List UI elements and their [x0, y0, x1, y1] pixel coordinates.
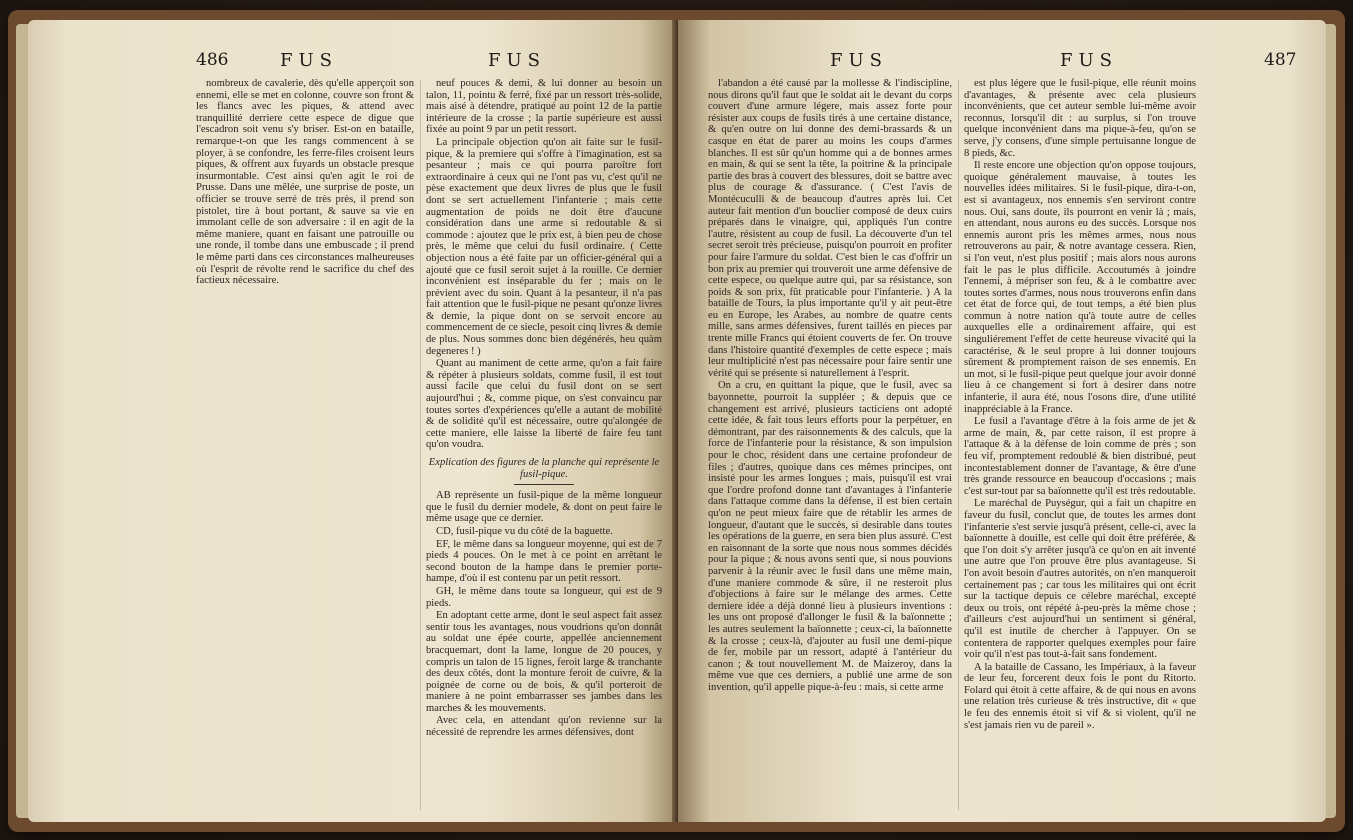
left-page	[28, 20, 678, 822]
left-running-head-center: FUS	[488, 50, 546, 71]
left-page-number: 486	[196, 50, 229, 70]
paragraph: Le fusil a l'avantage d'être à la fois arme de jet & arme de main, &, par cette raison, il est propre à l'attaque & à la défense de loin comme de près ; son feu vif, promptement redoublé & bien distribué, peut incontestablement donner de l'avantage, & être d'une très grande ressource en beaucoup d'occasions ; mais c'est sur-tout par sa baïonnette qu'il est très redoutable.	[964, 416, 1196, 497]
right-page-number: 487	[1264, 50, 1297, 70]
paragraph: Le maréchal de Puységur, qui a fait un chapitre en faveur du fusil, conclut que, de toutes les armes dont l'infanterie s'est servie jusqu'à présent, celle-ci, avec la baïonnette à douille, est celle qui doit être préférée, & que l'on doit s'y arrêter jusqu'à ce qu'on en ait inventé une autre que l'on prouve être plus avantageuse. Si l'on avoit besoin d'autres autorités, on n'en manqueroit certainement pas ; car tous les militaires qui ont écrit sur la tactique depuis ce célebre maréchal, excepté deux ou trois, ont répété à-peu-près la même chose ; d'ailleurs c'est aujourd'hui un sentiment si général, qu'il est inutile de chercher à l'appuyer. On se contentera de rapporter quelques exemples pour faire voir qu'il n'est pas tout-à-fait sans fondement.	[964, 498, 1196, 661]
section-caption: Explication des figures de la planche qui représente le fusil-pique.	[428, 457, 660, 480]
paragraph: Il reste encore une objection qu'on oppose toujours, quoique généralement mauvaise, à toutes les nouvelles idées militaires. Si le fusil-pique, dira-t-on, est si avantageux, nos ennemis s'en serviront contre nous. Oui, sans doute, ils pourront en venir là ; mais, en attendant, nous aurons eu des succès. Lorsque nos ennemis auront pris les mêmes armes, nous nous retrouverons au pair, & notre avantage cessera. Rien, si l'on veut, n'est plus positif ; mais alors nous aurons fait le pas le plus difficile. Accoutumés à joindre l'ennemi, à mépriser son feu, & à le combattre avec toutes sortes d'armes, nous nous trouverons enfin dans cet état de force qui, de tout temps, a été bien plus commun à notre nation qu'à toute autre de celles auxquelles elle a ordinairement affaire, qui est singuliérement l'effet de cette heureuse vivacité qui la caractérise, & le seul propre à lui donner toujours sûrement & promptement raison de ses ennemis. En un mot, si le fusil-pique peut quelque jour avoir donné lieu à ce changement si fort à desirer dans notre infanterie, il aura été, nous l'osons dire, d'une utilité inappréciable à la France.	[964, 160, 1196, 415]
paragraph: AB représente un fusil-pique de la même longueur que le fusil du dernier modele, & dont on peut faire le même usage que ce dernier.	[426, 490, 662, 525]
paragraph: Quant au maniment de cette arme, qu'on a fait faire & répéter à plusieurs soldats, comme fusil, il est tout aussi facile que celui du fusil dont on se sert aujourd'hui ; &, comme pique, on s'est convaincu par toutes sortes d'expériences qu'elle a autant de mobilité & de solidité qu'il est nécessaire, outre qu'alongée de cette maniere, elle laisse la liberté de faire feu tant qu'on voudra.	[426, 358, 662, 451]
caption-rule	[514, 484, 574, 485]
paragraph: neuf pouces & demi, & lui donner au besoin un talon, 11, pointu & ferré, fixé par un ressort très-solide, mais aisé à détendre, pratiqué au point 12 de la partie intérieure de la crosse ; la partie supérieure est aussi fixée au point 9 par un petit ressort.	[426, 78, 662, 136]
right-running-head-center: FUS	[830, 50, 888, 71]
right-running-head: FUS	[1060, 50, 1118, 71]
paragraph: est plus légere que le fusil-pique, elle réunit moins d'avantages, & présente avec cela plusieurs inconvénients, que cet auteur semble lui-même avoir reconnus, lorsqu'il dit : au surplus, si l'on trouve quelque inconvénient dans ma pique-à-feu, qu'on se serve, j'y consens, d'une simple pertuisanne longue de 8 pieds, &c.	[964, 78, 1196, 159]
paragraph: EF, le même dans sa longueur moyenne, qui est de 7 pieds 4 pouces. On le met à ce point en arrêtant le second bouton de la hampe dans le premier porte-hampe, d'où il est contenu par un petit ressort.	[426, 538, 662, 585]
column-divider	[420, 80, 421, 810]
left-column-2	[426, 78, 662, 816]
right-page	[678, 20, 1326, 822]
paragraph: En adoptant cette arme, dont le seul aspect fait assez sentir tous les avantages, nous voudrions qu'on donnât au soldat une épée courte, appellée anciennement bracquemart, dont la lame, longue de 20 pouces, y compris un talon de 15 lignes, feroit large & tranchante des deux côtés, dont la monture feroit de cuivre, & la poignée de corne ou de bois, & qu'il porteroit de maniere à ne point embarrasser ses jambes dans les marches & les mouvements.	[426, 610, 662, 714]
left-running-head: FUS	[280, 50, 338, 71]
right-column-2	[964, 78, 1196, 816]
paragraph: nombreux de cavalerie, dès qu'elle apperçoit son ennemi, elle se met en colonne, couvre son front & les flancs avec les piques, & attend avec tranquillité derriere cette espece de digue que l'escadron soit venu s'y briser. Est-on en bataille, remarque-t-on que les rangs commencent à se ployer, à se confondre, les ferre-files croisent leurs piques, & offrent aux fuyards un obstacle presque insurmontable. C'est ainsi qu'en agit le roi de Prusse. Dans une mêlée, une surprise de poste, un officier se trouve serré de très près, il prend son pistolet, tire à bout portant, & sauve sa vie en immolant celle de son adversaire : il en agit de la même maniere, quant en faisant une patrouille ou une ronde, il tombe dans une embuscade ; il prend le même parti dans ces circonstances malheureuses où l'esprit de révolte rend le sacrifice du chef des factieux nécessaire.	[196, 78, 414, 287]
paragraph: CD, fusil-pique vu du côté de la baguette.	[436, 525, 613, 537]
paragraph: A la bataille de Cassano, les Impériaux, à la faveur de leur feu, forcerent deux fois le pont du Ritorto. Folard qui étoit à cette affaire, & de qui nous en avons une relation très curieuse & très instructive, dit « que le feu des ennemis étoit si vif & si violent, qu'il ne s'est jamais rien vu de pareil ».	[964, 661, 1196, 731]
column-divider	[958, 80, 959, 810]
paragraph: La principale objection qu'on ait faite sur le fusil-pique, & la premiere qui s'offre à l'imagination, est sa pesanteur ; mais ce qui pourra paroître fort extraordinaire à ceux qui ne l'ont pas vu, c'est qu'il ne pèse exactement que deux livres de plus que le fusil dont se sert actuellement l'infanterie ; mais cette augmentation de poids ne doit être d'aucune considération dans une arme si redoutable & si commode : ajoutez que le prix est, à bien peu de chose près, le même que celui du fusil ordinaire. ( Cette objection nous a été faite par un officier-général qui a ajouté que ce fusil seroit sujet à la rouille. Ce dernier inconvénient est inséparable du fer ; mais on le prévient avec du soin. Quant à la pesanteur, il n'a pas fait attention que le fusil-pique ne pesant qu'onze livres & demie, la pique dont on se servoit encore au commencement de ce siecle, pesoit cinq livres & demie de plus. Nous sommes donc bien dégénérés, heu quàm degeneres ! )	[426, 136, 662, 357]
paragraph: GH, le même dans toute sa longueur, qui est de 9 pieds.	[426, 585, 662, 609]
right-column-1	[708, 78, 952, 816]
paragraph: On a cru, en quittant la pique, que le fusil, avec sa bayonnette, pourroit la suppléer ; & depuis que ce changement est arrivé, plusieurs tacticiens ont adopté cette idée, & fait tous leurs efforts pour la perpétuer, en démontrant, par des raisonnements & des calculs, que la force de l'infanterie pour la résistance, & son impulsion pour le choc, résident dans une certaine profondeur de files ; d'autres, quoique dans ces mêmes principes, ont insisté pour les armes longues ; mais, puisqu'il est vrai que l'ordre profond donne tant d'avantages à l'infanterie dans l'attaque comme dans la défense, il est bien certain qu'on ne peut mieux faire que de rétablir les armes de longueur, d'autant que le succès, si desirable dans toutes les opérations de la guerre, en sera bien plus assuré. C'est en raisonnant de la sorte que nous nous sommes décidés pour la pique ; & nous avons senti que, si nous pouvions parvenir à la réunir avec le fusil dans une même main, d'une maniere commode & sûre, il ne resteroit plus d'objections à faire sur le mélange des armes. Cette derniere idée a déjà donné lieu à plusieurs inventions : les uns ont proposé d'allonger le fusil & la baïonnette ; les autres seulement la baïonnette ; ceux-ci, la baïonnette & la crosse ; ceux-là, d'ajouter au fusil une demi-pique de fer, mobile par un ressort, adapté à l'antérieur du canon ; & tout nouvellement M. de Maizeroy, dans la même vue que ces derniers, a publié une arme de son invention, qu'il appelle pique-à-feu : mais, si cette arme	[708, 380, 952, 693]
paragraph: l'abandon a été causé par la mollesse & l'indiscipline, nous dirons qu'il faut que le soldat ait le devant du corps couvert d'une armure légere, mais assez forte pour résister aux coups de fusils tirés à une certaine distance, & qu'en outre on lui donne des demi-brassards & un casque en état de parer au moins les coups d'armes blanches. Il est sûr qu'un homme qui a de bonnes armes en main, & qui se sent la tête, la poitrine & la principale partie des bras à couvert des blessures, doit se battre avec plus de courage & d'assurance. ( C'est l'avis de Montécuculli & de beaucoup d'autres après lui. Cet auteur fait mention d'un bouclier composé de deux cuirs préparés dans le vinaigre, qui, appliqués l'un contre l'autre, résistent au coup de fusil. La découverte d'un tel secret seroit très précieuse, puisqu'on pourroit en profiter pour faire l'armure du soldat. C'est bien le cas d'offrir un bon prix au premier qui trouveroit une arme défensive de cette espece, ou quelque autre qui, par sa résistance, son poids & son prix, fût praticable pour l'infanterie. ) A la bataille de Tours, la plus importante qu'il y ait peut-être eu en Europe, les Arabes, au nombre de quatre cents mille, sans armes défensives, furent taillés en pieces par trente mille Francs qui étoient couverts de fer. On trouve dans l'histoire quantité d'exemples de cette espece ; mais leur multiplicité n'est pas nécessaire pour faire sentir une vérité qui se présente si naturellement à l'esprit.	[708, 78, 952, 379]
left-column-1	[196, 78, 414, 816]
paragraph: Avec cela, en attendant qu'on revienne sur la nécessité de reprendre les armes défensives, dont	[426, 715, 662, 739]
